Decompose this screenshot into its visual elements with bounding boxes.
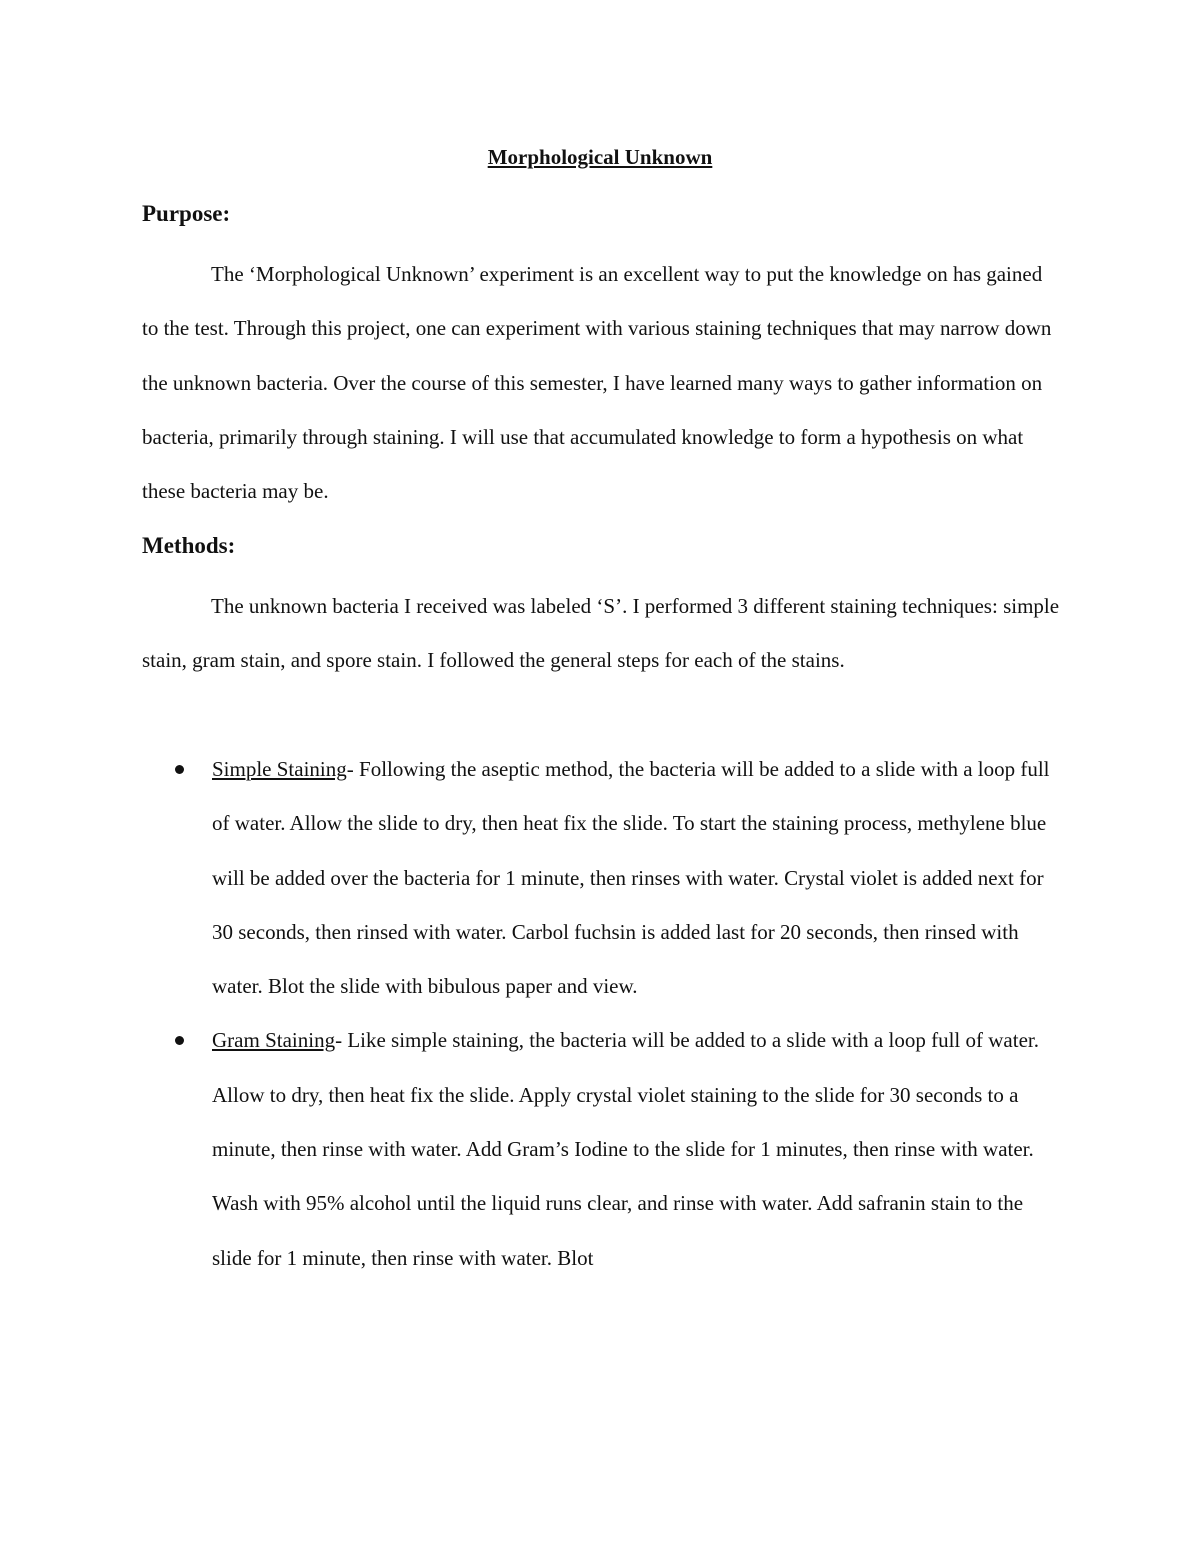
bullet-dot-icon (175, 1036, 184, 1045)
purpose-heading: Purpose: (142, 201, 231, 226)
methods-paragraph: The unknown bacteria I received was labeled ‘S’. I performed 3 different staining techniques: simple stain, gram stain, and spore stain. I followed the general steps for each of the stains. (142, 594, 1060, 673)
bullet-body: - Like simple staining, the bacteria will be added to a slide with a loop full of water. Allow to dry, then heat fix the slide. Apply crystal violet staining to the slide for 30 seconds to a minute, then rinse with water. Add Gram’s Iodine to the slide for 1 minutes, then rinse with water. Wash with 95% alcohol until the liquid runs clear, and rinse with water. Add safranin stain to the slide for 1 minute, then rinse with water. Blot (212, 1028, 1039, 1270)
bullet-item-gram-staining (0, 1013, 1200, 1284)
bullet-text (212, 1013, 1062, 1284)
document-title: Morphological Unknown (487, 145, 713, 169)
bullet-dot-icon (175, 765, 184, 774)
bullet-body: - Following the aseptic method, the bacteria will be added to a slide with a loop full of water. Allow the slide to dry, then heat fix the slide. To start the staining process, methylene blue will be added over the bacteria for 1 minute, then rinses with water. Crystal violet is added next for 30 seconds, then rinsed with water. Carbol fuchsin is added last for 20 seconds, then rinsed with water. Blot the slide with bibulous paper and view. (212, 757, 1050, 999)
methods-heading: Methods: (142, 533, 236, 558)
bullet-text (212, 742, 1062, 1013)
bullet-term: Gram Staining (212, 1028, 336, 1053)
methods-bullet-list (0, 742, 1200, 1285)
bullet-item-simple-staining (0, 742, 1200, 1013)
purpose-paragraph: The ‘Morphological Unknown’ experiment is an excellent way to put the knowledge on has gained to the test. Through this project, one can experiment with various staining techniques that may narrow down the unknown bacteria. Over the course of this semester, I have learned many ways to gather information on bacteria, primarily through staining. I will use that accumulated knowledge to form a hypothesis on what these bacteria may be. (142, 262, 1052, 504)
bullet-term: Simple Staining (212, 757, 347, 781)
